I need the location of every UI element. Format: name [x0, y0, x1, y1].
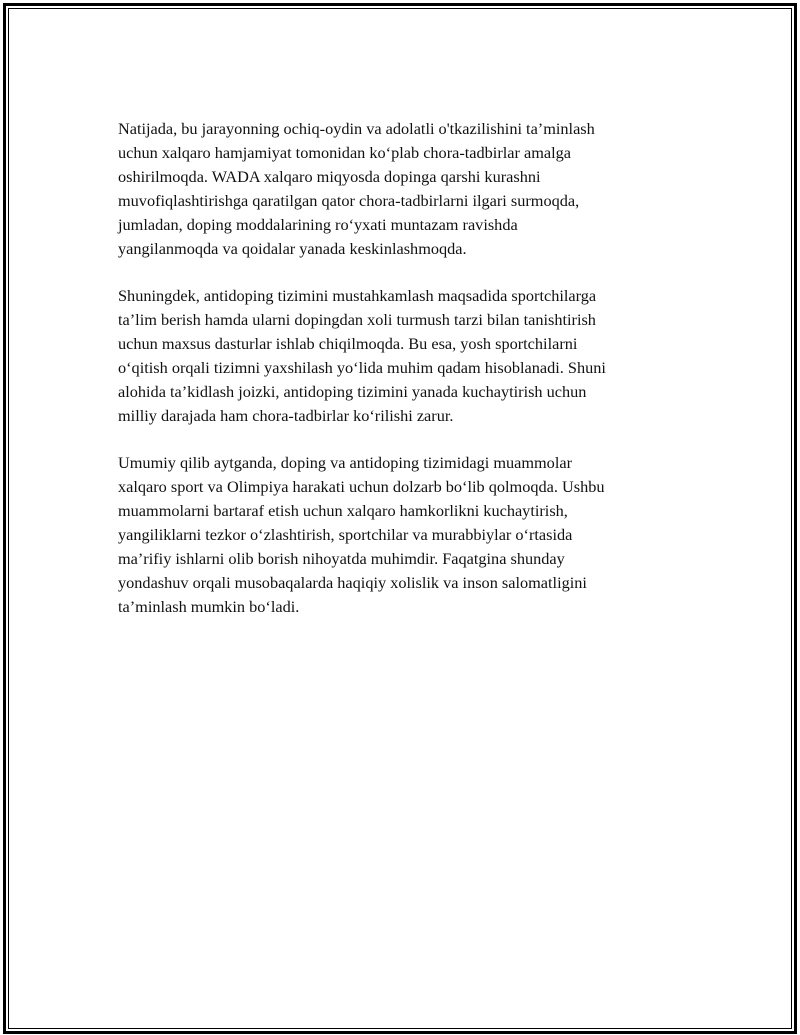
paragraph-line: muammolarni bartaraf etish uchun xalqaro hamkorlikni kuchaytirish,	[118, 501, 568, 520]
paragraph-line: ta’minlash mumkin bo‘ladi.	[118, 597, 300, 616]
paragraph-2	[118, 284, 678, 428]
paragraph-line: jumladan, doping moddalarining ro‘yxati muntazam ravishda	[118, 215, 518, 234]
paragraph-line: ma’rifiy ishlarni olib borish nihoyatda muhimdir. Faqatgina shunday	[118, 549, 565, 568]
paragraph-line: yangilanmoqda va qoidalar yanada keskinlashmoqda.	[118, 239, 467, 258]
paragraph-line: uchun xalqaro hamjamiyat tomonidan ko‘plab chora-tadbirlar amalga	[118, 143, 571, 162]
paragraph-3	[118, 451, 678, 619]
paragraph-line: muvofiqlashtirishga qaratilgan qator chora-tadbirlarni ilgari surmoqda,	[118, 191, 580, 210]
paragraph-line: Umumiy qilib aytganda, doping va antidoping tizimidagi muammolar	[118, 453, 572, 472]
document-body	[118, 117, 678, 642]
paragraph-line: yondashuv orqali musobaqalarda haqiqiy xolislik va inson salomatligini	[118, 573, 587, 592]
paragraph-line: alohida ta’kidlash joizki, antidoping tizimini yanada kuchaytirish uchun	[118, 382, 587, 401]
paragraph-line: Shuningdek, antidoping tizimini mustahkamlash maqsadida sportchilarga	[118, 286, 597, 305]
paragraph-line: yangiliklarni tezkor o‘zlashtirish, sportchilar va murabbiylar o‘rtasida	[118, 525, 573, 544]
paragraph-line: uchun maxsus dasturlar ishlab chiqilmoqda. Bu esa, yosh sportchilarni	[118, 334, 578, 353]
paragraph-line: milliy darajada ham chora-tadbirlar ko‘rilishi zarur.	[118, 406, 454, 425]
paragraph-line: o‘qitish orqali tizimni yaxshilash yo‘lida muhim qadam hisoblanadi. Shuni	[118, 358, 606, 377]
paragraph-line: Natijada, bu jarayonning ochiq-oydin va adolatli o'tkazilishini ta’minlash	[118, 119, 595, 138]
paragraph-line: ta’lim berish hamda ularni dopingdan xoli turmush tarzi bilan tanishtirish	[118, 310, 596, 329]
paragraph-line: xalqaro sport va Olimpiya harakati uchun dolzarb bo‘lib qolmoqda. Ushbu	[118, 477, 605, 496]
paragraph-1	[118, 117, 678, 261]
paragraph-line: oshirilmoqda. WADA xalqaro miqyosda dopinga qarshi kurashni	[118, 167, 541, 186]
